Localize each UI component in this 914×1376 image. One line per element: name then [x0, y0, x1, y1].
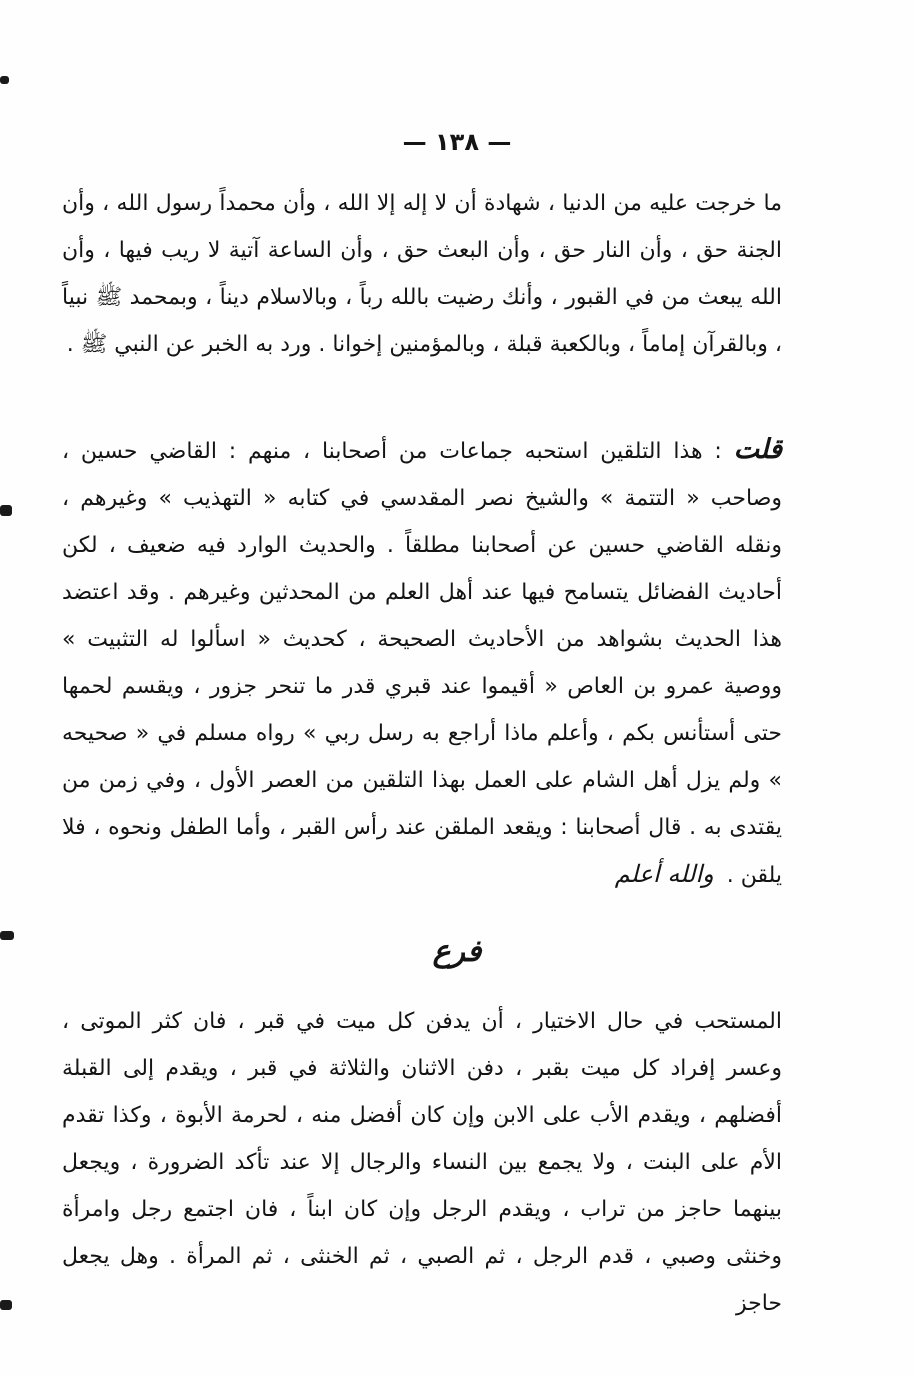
paragraph-text: ما خرجت عليه من الدنيا ، شهادة أن لا إله إلا الله ، وأن محمداً رسول الله ، وأن الجنة حق ، وأن النار حق ، وأن البعث حق ، وأن الساعة آتية لا ريب فيها ، وأن الله يبعث من في القبور ، وأنك رضيت بالله رباً ، وبالاسلام ديناً ، وبمحمد ﷺ نبياً ، وبالقرآن إماماً ، وبالكعبة قبلة ، وبالمؤمنين إخوانا . ورد به الخبر عن النبي ﷺ . [62, 191, 782, 357]
lead-word: قلت [733, 434, 782, 465]
paragraph-text: المستحب في حال الاختيار ، أن يدفن كل ميت في قبر ، فان كثر الموتى ، وعسر إفراد كل ميت بقبر ، دفن الاثنان والثلاثة في قبر ، ويقدم إلى القبلة أفضلهم ، ويقدم الأب على الابن وإن كان أفضل منه ، لحرمة الأبوة ، وكذا تقدم الأم على البنت ، ولا يجمع بين النساء والرجال إلا عند تأكد الضرورة ، ويجعل بينهما حاجز من تراب ، ويقدم الرجل وإن كان ابناً ، فان اجتمع رجل وامرأة وخنثى وصبي ، قدم الرجل ، ثم الصبي ، ثم الخنثى ، ثم المرأة . وهل يجعل حاجز [62, 1009, 782, 1316]
margin-binding-mark [0, 505, 12, 516]
page-number: — ١٣٨ — [402, 128, 512, 156]
passage-talqin-formula [62, 180, 782, 368]
passage-commentary [62, 426, 782, 899]
paragraph-commentary [62, 426, 782, 899]
closing-phrase: والله أعلم [614, 860, 714, 888]
passage-branch-ruling [62, 998, 782, 1327]
section-heading: فرع [432, 934, 482, 969]
margin-binding-mark [0, 1300, 12, 1310]
paragraph-text: : هذا التلقين استحبه جماعات من أصحابنا ، منهم : القاضي حسين ، وصاحب « التتمة » والشيخ نصر المقدسي في كتابه « التهذيب » وغيرهم ، ونقله القاضي حسين عن أصحابنا مطلقاً . والحديث الوارد فيه ضعيف ، لكن أحاديث الفضائل يتسامح فيها عند أهل العلم من المحدثين وغيرهم . وقد اعتضد هذا الحديث بشواهد من الأحاديث الصحيحة ، كحديث « اسألوا له التثبيت » ووصية عمرو بن العاص « أقيموا عند قبري قدر ما تنحر جزور ، ويقسم لحمها حتى أستأنس بكم ، وأعلم ماذا أراجع به رسل ربي » رواه مسلم في « صحيحه » ولم يزل أهل الشام على العمل بهذا التلقين من العصر الأول ، وفي زمن من يقتدى به . قال أصحابنا : ويقعد الملقن عند رأس القبر ، وأما الطفل ونحوه ، فلا يلقن . [62, 439, 782, 888]
margin-binding-mark [0, 76, 9, 84]
